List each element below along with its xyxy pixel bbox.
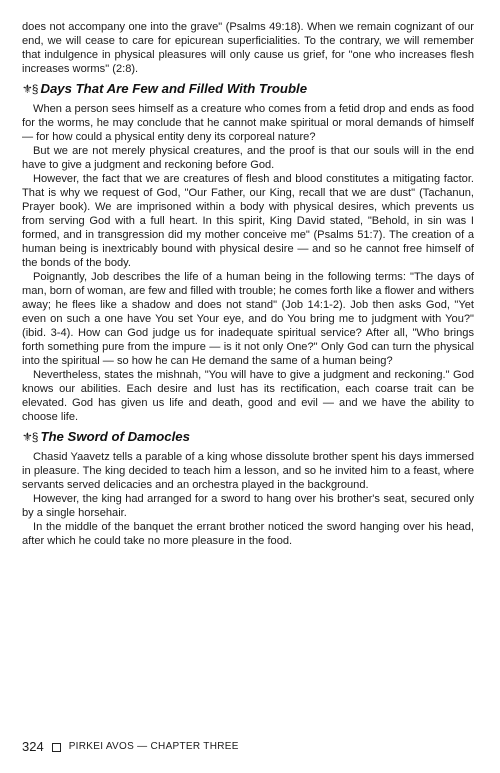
- page-number: 324: [22, 739, 44, 754]
- paragraph: But we are not merely physical creatures, and the proof is that our souls will in the end have to give a judgment and reckoning before God.: [22, 145, 474, 171]
- section-heading-days-few: [22, 80, 474, 98]
- paragraph: Poignantly, Job describes the life of a human being in the following terms: "The days of man, born of woman, are few and filled with trouble; he comes forth like a flower and withers away; he flees like a shadow and does not stand" (Job 14:1-2). Job then asks God, "Yet even on such a one have You set Your eye, and do You bring me to judgment with You?" (ibid. 3-4). How can God judge us for inadequate spiritual service? After all, "Who brings forth something pure from the impure — is it not only One?" Only God can turn the physical into the spiritual — so how he can He demand the same of a human being?: [22, 271, 474, 367]
- section-heading-sword-damocles: [22, 428, 474, 446]
- page-footer: [22, 739, 474, 755]
- hand-ornament-icon: ⚜§: [22, 430, 38, 444]
- section-title: The Sword of Damocles: [40, 429, 190, 444]
- running-head: PIRKEI AVOS — CHAPTER THREE: [68, 741, 239, 752]
- paragraph: Nevertheless, states the mishnah, "You will have to give a judgment and reckoning." God knows our abilities. Each desire and lust has its rectification, each coarse trait can be elevated. God has given us life and death, good and evil — and we have the ability to choose life.: [22, 369, 474, 423]
- paragraph: When a person sees himself as a creature who comes from a fetid drop and ends as food for the worms, he may conclude that he cannot make spiritual or moral demands of himself — for how could a physical entity deny its corporeal nature?: [22, 103, 474, 143]
- hand-ornament-icon: ⚜§: [22, 82, 38, 96]
- paragraph: Chasid Yaavetz tells a parable of a king whose dissolute brother spent his days immersed in pleasure. The king decided to teach him a lesson, and so he invited him to a feast, where servants served delicacies and an orchestra played in the background.: [22, 451, 474, 491]
- paragraph: In the middle of the banquet the errant brother noticed the sword hanging over his head, after which he could take no more pleasure in the food.: [22, 521, 474, 547]
- square-separator-icon: [52, 743, 61, 752]
- paragraph: However, the king had arranged for a sword to hang over his brother's seat, secured only by a single horsehair.: [22, 493, 474, 519]
- paragraph-continued: does not accompany one into the grave" (Psalms 49:18). When we remain cognizant of our end, we will cease to care for epicurean superficialities. To the contrary, we will remember that indulgence in physical pleasures will only cause us grief, for "one who increases flesh increases worms" (2:8).: [22, 21, 474, 75]
- section-title: Days That Are Few and Filled With Trouble: [40, 81, 308, 96]
- paragraph: However, the fact that we are creatures of flesh and blood constitutes a mitigating factor. That is why we request of God, "Our Father, our King, recall that we are dust" (Tachanun, Prayer book). We are imprisoned within a body with physical desires, which prevents us from serving God with a full heart. In this spirit, King David stated, "Behold, in sin was I formed, and in transgression did my mother conceive me" (Psalms 51:7). The creation of a human being is inextricably bound with physical desire — and so he cannot free himself of the bonds of the body.: [22, 173, 474, 269]
- page-body: [22, 20, 474, 548]
